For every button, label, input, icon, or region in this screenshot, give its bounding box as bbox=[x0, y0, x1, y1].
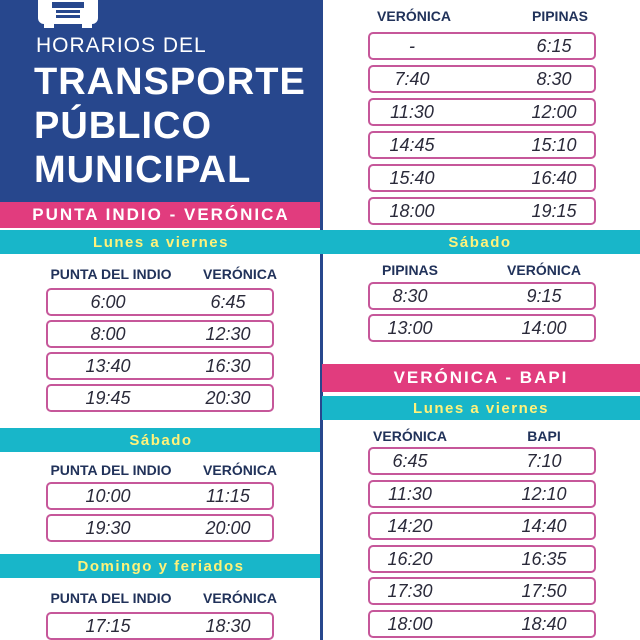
weekday-label: Lunes a viernes bbox=[0, 230, 322, 254]
departure-time: 14:45 bbox=[389, 135, 435, 155]
col-header-punta-del-indio: PUNTA DEL INDIO bbox=[50, 266, 172, 282]
arrival-time: 7:10 bbox=[526, 451, 562, 471]
arrival-time: 16:40 bbox=[531, 168, 577, 188]
col-header-pipinas: PIPINAS bbox=[531, 8, 588, 24]
route-title-punta-indio-veronica: PUNTA INDIO - VERÓNICA bbox=[0, 202, 322, 228]
col-header-veronica: VERÓNICA bbox=[203, 590, 277, 606]
title-line-transporte: TRANSPORTE bbox=[34, 61, 306, 103]
departure-time: 11:30 bbox=[390, 102, 434, 122]
departure-time: - bbox=[409, 36, 415, 56]
departure-time: 15:40 bbox=[389, 168, 435, 188]
col-header-veronica: VERÓNICA bbox=[507, 262, 581, 278]
arrival-time: 14:00 bbox=[521, 318, 567, 338]
arrival-time: 16:30 bbox=[205, 356, 251, 376]
weekday-label: Lunes a viernes bbox=[322, 396, 640, 420]
departure-time: 8:30 bbox=[392, 286, 428, 306]
arrival-time: 12:00 bbox=[531, 102, 577, 122]
departure-time: 6:45 bbox=[392, 451, 428, 471]
title-line-municipal: MUNICIPAL bbox=[34, 149, 252, 191]
arrival-time: 19:15 bbox=[531, 201, 577, 221]
departure-time: 8:00 bbox=[90, 324, 126, 344]
col-header-veronica: VERÓNICA bbox=[373, 428, 447, 444]
col-header-veronica: VERÓNICA bbox=[203, 462, 277, 478]
departure-time: 13:00 bbox=[387, 318, 433, 338]
arrival-time: 8:30 bbox=[536, 69, 572, 89]
departure-time: 10:00 bbox=[85, 486, 131, 506]
arrival-time: 6:15 bbox=[536, 36, 572, 56]
departure-time: 19:45 bbox=[85, 388, 131, 408]
arrival-time: 6:45 bbox=[210, 292, 246, 312]
arrival-time: 18:40 bbox=[521, 613, 567, 634]
col-header-punta-del-indio: PUNTA DEL INDIO bbox=[50, 590, 172, 606]
arrival-time: 17:50 bbox=[521, 581, 567, 601]
title-line-horarios: HORARIOS DEL bbox=[36, 34, 207, 57]
col-header-veronica: VERÓNICA bbox=[377, 8, 451, 24]
departure-time: 16:20 bbox=[387, 548, 433, 569]
departure-time: 11:30 bbox=[388, 483, 432, 504]
departure-time: 6:00 bbox=[90, 292, 126, 312]
arrival-time: 9:15 bbox=[526, 286, 562, 306]
title-line-publico: PÚBLICO bbox=[34, 105, 212, 147]
departure-time: 18:00 bbox=[389, 201, 435, 221]
departure-time: 14:20 bbox=[387, 516, 433, 536]
saturday-label: Sábado bbox=[320, 230, 640, 254]
departure-time: 17:30 bbox=[387, 581, 433, 601]
col-header-punta-del-indio: PUNTA DEL INDIO bbox=[50, 462, 172, 478]
departure-time: 19:30 bbox=[85, 518, 131, 538]
bus-icon bbox=[36, 0, 100, 28]
arrival-time: 12:10 bbox=[521, 483, 567, 504]
arrival-time: 20:30 bbox=[205, 388, 251, 408]
col-header-veronica: VERÓNICA bbox=[203, 266, 277, 282]
arrival-time: 11:15 bbox=[206, 486, 250, 506]
arrival-time: 15:10 bbox=[531, 135, 577, 155]
arrival-time: 14:40 bbox=[521, 516, 567, 536]
departure-time: 17:15 bbox=[85, 616, 131, 636]
column-divider bbox=[320, 0, 323, 640]
departure-time: 7:40 bbox=[394, 69, 430, 89]
arrival-time: 18:30 bbox=[205, 616, 251, 636]
sunday-holiday-label: Domingo y feriados bbox=[0, 554, 322, 578]
departure-time: 13:40 bbox=[85, 356, 131, 376]
arrival-time: 20:00 bbox=[205, 518, 251, 538]
arrival-time: 12:30 bbox=[205, 324, 251, 344]
col-header-pipinas: PIPINAS bbox=[381, 262, 438, 278]
departure-time: 18:00 bbox=[387, 613, 433, 634]
saturday-label: Sábado bbox=[0, 428, 322, 452]
col-header-bapi: BAPI bbox=[527, 428, 561, 444]
arrival-time: 16:35 bbox=[521, 548, 567, 569]
route-title-veronica-bapi: VERÓNICA - BAPI bbox=[322, 364, 640, 392]
